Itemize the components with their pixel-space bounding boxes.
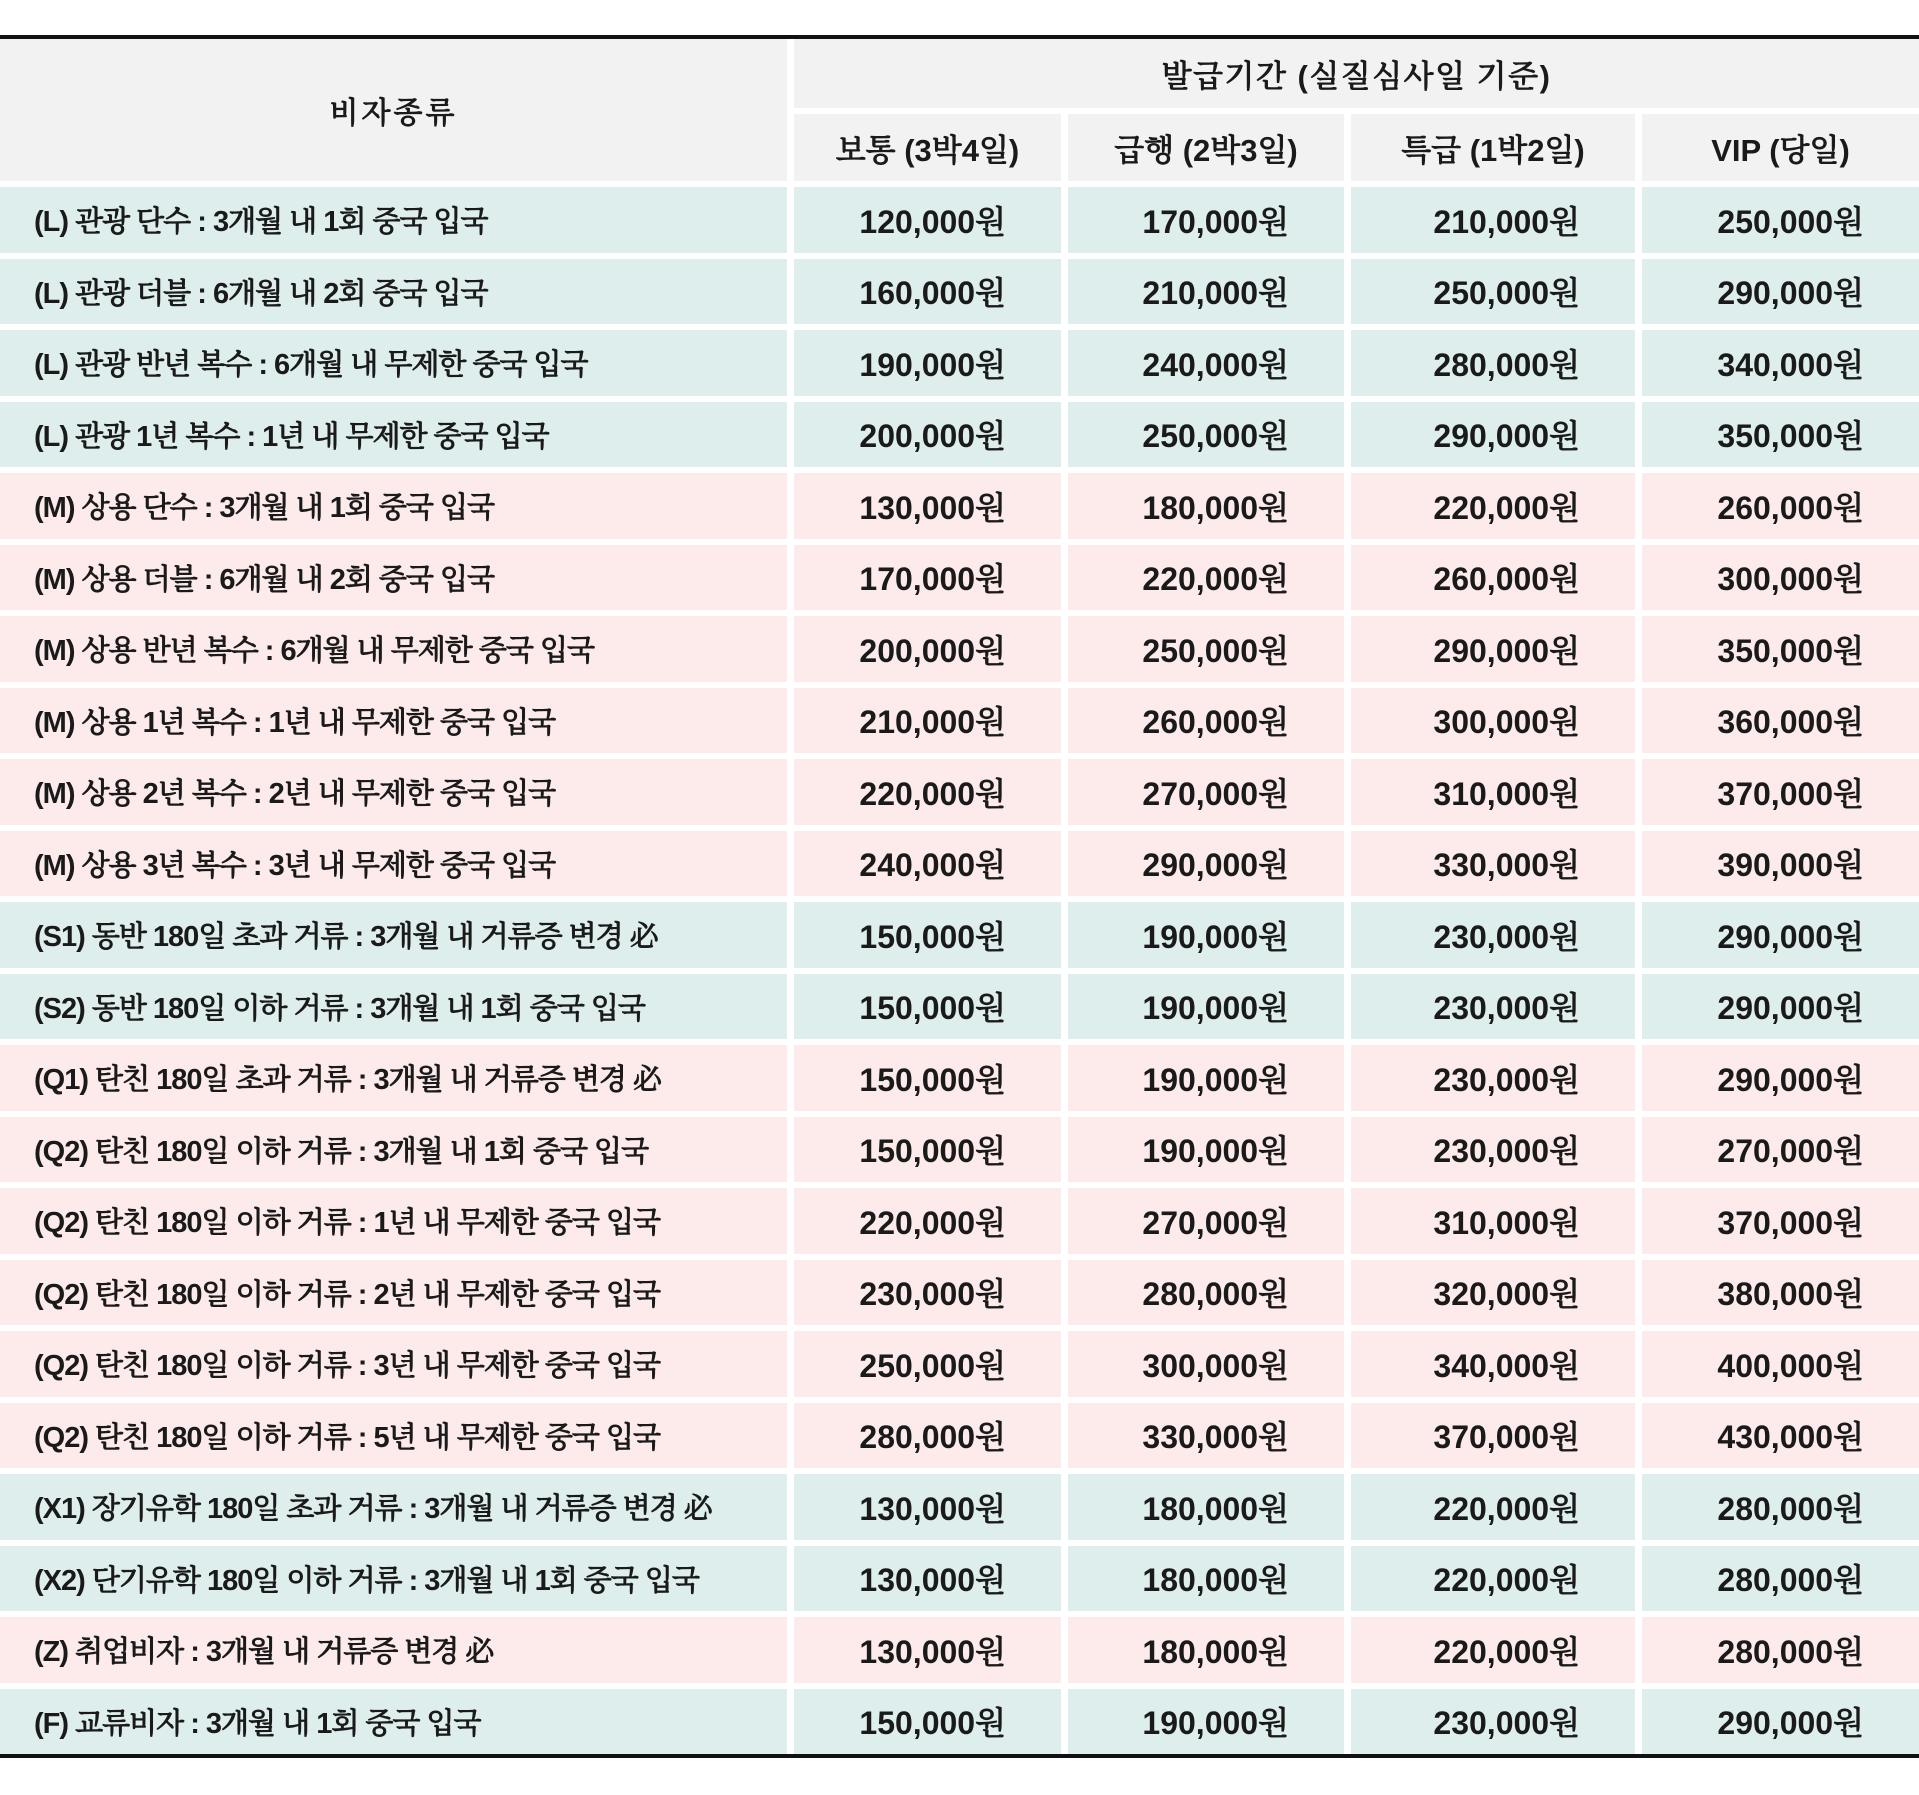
visa-type-cell: (Z) 취업비자 : 3개월 내 거류증 변경 必 xyxy=(0,1617,787,1683)
price-cell-urgent: 210,000원 xyxy=(1351,187,1635,253)
price-cell-regular: 200,000원 xyxy=(794,402,1061,468)
price-cell-express: 270,000원 xyxy=(1068,759,1344,825)
price-cell-vip: 340,000원 xyxy=(1642,330,1919,396)
visa-type-cell: (L) 관광 단수 : 3개월 내 1회 중국 입국 xyxy=(0,187,787,253)
visa-type-cell: (Q1) 탄친 180일 초과 거류 : 3개월 내 거류증 변경 必 xyxy=(0,1045,787,1111)
visa-type-cell: (Q2) 탄친 180일 이하 거류 : 3개월 내 1회 중국 입국 xyxy=(0,1117,787,1183)
price-cell-urgent: 230,000원 xyxy=(1351,1689,1635,1755)
price-cell-vip: 290,000원 xyxy=(1642,1045,1919,1111)
price-cell-regular: 250,000원 xyxy=(794,1331,1061,1397)
price-cell-urgent: 220,000원 xyxy=(1351,1617,1635,1683)
price-cell-regular: 150,000원 xyxy=(794,974,1061,1040)
price-cell-vip: 350,000원 xyxy=(1642,616,1919,682)
price-cell-express: 260,000원 xyxy=(1068,688,1344,754)
visa-type-cell: (M) 상용 1년 복수 : 1년 내 무제한 중국 입국 xyxy=(0,688,787,754)
visa-type-cell: (Q2) 탄친 180일 이하 거류 : 3년 내 무제한 중국 입국 xyxy=(0,1331,787,1397)
price-cell-regular: 220,000원 xyxy=(794,759,1061,825)
price-cell-vip: 390,000원 xyxy=(1642,831,1919,897)
column-header-urgent: 특급 (1박2일) xyxy=(1351,114,1635,181)
price-cell-regular: 280,000원 xyxy=(794,1403,1061,1469)
price-cell-regular: 160,000원 xyxy=(794,259,1061,325)
price-cell-regular: 230,000원 xyxy=(794,1260,1061,1326)
price-cell-regular: 170,000원 xyxy=(794,545,1061,611)
price-cell-regular: 150,000원 xyxy=(794,1045,1061,1111)
price-cell-vip: 400,000원 xyxy=(1642,1331,1919,1397)
price-cell-urgent: 220,000원 xyxy=(1351,1546,1635,1612)
price-cell-regular: 210,000원 xyxy=(794,688,1061,754)
visa-type-cell: (M) 상용 더블 : 6개월 내 2회 중국 입국 xyxy=(0,545,787,611)
price-cell-regular: 130,000원 xyxy=(794,473,1061,539)
price-cell-vip: 430,000원 xyxy=(1642,1403,1919,1469)
price-cell-urgent: 280,000원 xyxy=(1351,330,1635,396)
price-cell-urgent: 230,000원 xyxy=(1351,902,1635,968)
price-cell-express: 190,000원 xyxy=(1068,1045,1344,1111)
price-cell-vip: 250,000원 xyxy=(1642,187,1919,253)
header-visa-type: 비자종류 xyxy=(0,39,787,181)
column-header-express: 급행 (2박3일) xyxy=(1068,114,1344,181)
column-header-vip: VIP (당일) xyxy=(1642,114,1919,181)
price-cell-express: 210,000원 xyxy=(1068,259,1344,325)
visa-type-cell: (M) 상용 2년 복수 : 2년 내 무제한 중국 입국 xyxy=(0,759,787,825)
visa-type-cell: (L) 관광 더블 : 6개월 내 2회 중국 입국 xyxy=(0,259,787,325)
price-cell-regular: 130,000원 xyxy=(794,1617,1061,1683)
price-cell-regular: 150,000원 xyxy=(794,902,1061,968)
visa-type-cell: (M) 상용 단수 : 3개월 내 1회 중국 입국 xyxy=(0,473,787,539)
price-cell-vip: 360,000원 xyxy=(1642,688,1919,754)
price-cell-regular: 190,000원 xyxy=(794,330,1061,396)
price-cell-urgent: 320,000원 xyxy=(1351,1260,1635,1326)
price-cell-express: 240,000원 xyxy=(1068,330,1344,396)
price-cell-vip: 350,000원 xyxy=(1642,402,1919,468)
price-cell-regular: 240,000원 xyxy=(794,831,1061,897)
visa-type-cell: (L) 관광 1년 복수 : 1년 내 무제한 중국 입국 xyxy=(0,402,787,468)
visa-type-cell: (X2) 단기유학 180일 이하 거류 : 3개월 내 1회 중국 입국 xyxy=(0,1546,787,1612)
price-cell-regular: 150,000원 xyxy=(794,1689,1061,1755)
price-cell-vip: 290,000원 xyxy=(1642,974,1919,1040)
price-cell-express: 300,000원 xyxy=(1068,1331,1344,1397)
price-cell-urgent: 230,000원 xyxy=(1351,1045,1635,1111)
price-cell-express: 180,000원 xyxy=(1068,1617,1344,1683)
price-cell-urgent: 300,000원 xyxy=(1351,688,1635,754)
visa-type-cell: (S2) 동반 180일 이하 거류 : 3개월 내 1회 중국 입국 xyxy=(0,974,787,1040)
price-cell-express: 180,000원 xyxy=(1068,473,1344,539)
price-cell-express: 180,000원 xyxy=(1068,1546,1344,1612)
price-cell-vip: 270,000원 xyxy=(1642,1117,1919,1183)
visa-type-cell: (S1) 동반 180일 초과 거류 : 3개월 내 거류증 변경 必 xyxy=(0,902,787,968)
price-cell-urgent: 250,000원 xyxy=(1351,259,1635,325)
price-cell-express: 180,000원 xyxy=(1068,1474,1344,1540)
price-cell-urgent: 230,000원 xyxy=(1351,974,1635,1040)
price-cell-vip: 280,000원 xyxy=(1642,1617,1919,1683)
price-cell-urgent: 310,000원 xyxy=(1351,1188,1635,1254)
price-cell-regular: 130,000원 xyxy=(794,1546,1061,1612)
price-cell-regular: 120,000원 xyxy=(794,187,1061,253)
visa-price-table xyxy=(0,35,1919,1758)
price-cell-vip: 260,000원 xyxy=(1642,473,1919,539)
price-cell-vip: 290,000원 xyxy=(1642,259,1919,325)
visa-type-cell: (L) 관광 반년 복수 : 6개월 내 무제한 중국 입국 xyxy=(0,330,787,396)
price-cell-urgent: 290,000원 xyxy=(1351,616,1635,682)
price-cell-express: 290,000원 xyxy=(1068,831,1344,897)
price-cell-express: 280,000원 xyxy=(1068,1260,1344,1326)
price-cell-vip: 300,000원 xyxy=(1642,545,1919,611)
price-cell-express: 330,000원 xyxy=(1068,1403,1344,1469)
price-cell-express: 250,000원 xyxy=(1068,616,1344,682)
price-cell-vip: 370,000원 xyxy=(1642,1188,1919,1254)
visa-type-cell: (Q2) 탄친 180일 이하 거류 : 2년 내 무제한 중국 입국 xyxy=(0,1260,787,1326)
price-cell-urgent: 370,000원 xyxy=(1351,1403,1635,1469)
visa-type-cell: (X1) 장기유학 180일 초과 거류 : 3개월 내 거류증 변경 必 xyxy=(0,1474,787,1540)
price-cell-express: 190,000원 xyxy=(1068,974,1344,1040)
price-cell-vip: 370,000원 xyxy=(1642,759,1919,825)
price-cell-urgent: 260,000원 xyxy=(1351,545,1635,611)
price-cell-vip: 280,000원 xyxy=(1642,1546,1919,1612)
price-cell-express: 270,000원 xyxy=(1068,1188,1344,1254)
price-cell-express: 170,000원 xyxy=(1068,187,1344,253)
price-cell-express: 190,000원 xyxy=(1068,1117,1344,1183)
visa-type-cell: (M) 상용 3년 복수 : 3년 내 무제한 중국 입국 xyxy=(0,831,787,897)
price-cell-express: 250,000원 xyxy=(1068,402,1344,468)
price-cell-urgent: 310,000원 xyxy=(1351,759,1635,825)
visa-type-cell: (Q2) 탄친 180일 이하 거류 : 5년 내 무제한 중국 입국 xyxy=(0,1403,787,1469)
price-cell-urgent: 290,000원 xyxy=(1351,402,1635,468)
column-header-regular: 보통 (3박4일) xyxy=(794,114,1061,181)
price-cell-express: 190,000원 xyxy=(1068,1689,1344,1755)
visa-type-cell: (Q2) 탄친 180일 이하 거류 : 1년 내 무제한 중국 입국 xyxy=(0,1188,787,1254)
price-cell-urgent: 230,000원 xyxy=(1351,1117,1635,1183)
price-cell-urgent: 220,000원 xyxy=(1351,473,1635,539)
price-cell-urgent: 330,000원 xyxy=(1351,831,1635,897)
price-cell-urgent: 340,000원 xyxy=(1351,1331,1635,1397)
visa-type-cell: (M) 상용 반년 복수 : 6개월 내 무제한 중국 입국 xyxy=(0,616,787,682)
visa-type-cell: (F) 교류비자 : 3개월 내 1회 중국 입국 xyxy=(0,1689,787,1755)
header-issue-period: 발급기간 (실질심사일 기준) xyxy=(794,39,1919,108)
price-cell-vip: 380,000원 xyxy=(1642,1260,1919,1326)
price-cell-regular: 200,000원 xyxy=(794,616,1061,682)
price-cell-urgent: 220,000원 xyxy=(1351,1474,1635,1540)
price-cell-vip: 290,000원 xyxy=(1642,1689,1919,1755)
price-cell-express: 190,000원 xyxy=(1068,902,1344,968)
price-cell-regular: 220,000원 xyxy=(794,1188,1061,1254)
price-cell-vip: 280,000원 xyxy=(1642,1474,1919,1540)
price-cell-express: 220,000원 xyxy=(1068,545,1344,611)
price-cell-regular: 150,000원 xyxy=(794,1117,1061,1183)
price-cell-vip: 290,000원 xyxy=(1642,902,1919,968)
price-cell-regular: 130,000원 xyxy=(794,1474,1061,1540)
